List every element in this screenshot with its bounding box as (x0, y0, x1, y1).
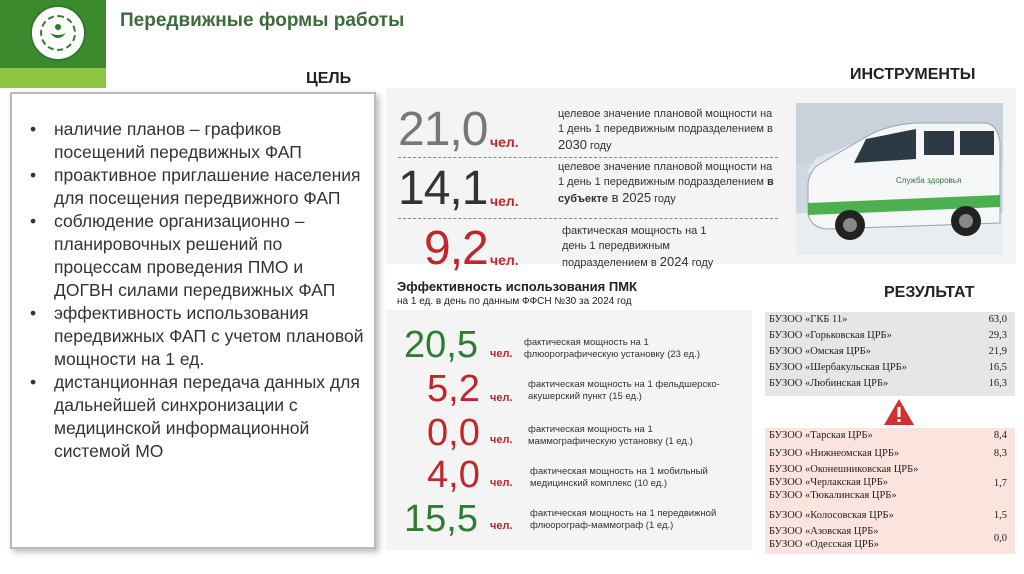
goal-item: • дистанционная передача данных для дальнейшей синхронизации с медицинской информационной системой МО (26, 371, 364, 463)
efficiency-desc: фактическая мощность на 1 флюорографическую установку (23 ед.) (524, 337, 700, 360)
table-row: БУЗОО «Горьковская ЦРБ» 29,3 (769, 330, 1007, 341)
efficiency-value: 0,0 (427, 412, 480, 454)
result-heading: РЕЗУЛЬТАТ (884, 284, 975, 301)
mobile-clinic-van-photo (796, 103, 1003, 255)
table-row: БУЗОО «Омская ЦРБ» 21,9 (769, 346, 1007, 357)
goal-panel (10, 92, 376, 549)
goal-item: • наличие планов – графиков посещений передвижных ФАП (26, 118, 364, 164)
warning-icon (882, 397, 916, 432)
goal-list (26, 118, 364, 463)
efficiency-title: Эффективность использования ПМК (397, 279, 637, 294)
efficiency-value: 4,0 (427, 454, 480, 496)
table-row: БУЗОО «Тарская ЦРБ» 8,4 (769, 430, 1007, 441)
tools-heading: ИНСТРУМЕНТЫ (850, 66, 976, 83)
goal-item: • эффективность использования передвижных ФАП с учетом плановой мощности на 1 ед. (26, 302, 364, 371)
table-row: БУЗОО «ГКБ 11» 63,0 (769, 314, 1007, 325)
efficiency-desc: фактическая мощность на 1 фельдшерско-акушерский пункт (15 ед.) (528, 379, 720, 402)
efficiency-unit: чел. (490, 477, 513, 489)
header-green-stripe (0, 68, 106, 88)
metric-unit: чел. (490, 134, 519, 150)
table-row: БУЗОО «Азовская ЦРБ» БУЗОО «Одесская ЦРБ» 0,0 (769, 526, 1007, 550)
table-row: БУЗОО «Колосовская ЦРБ» 1,5 (769, 510, 1007, 521)
metric-value-2024: 9,2 (424, 222, 488, 275)
metric-desc-2024: фактическая мощность на 1 день 1 передвижным подразделением в 2024 году (562, 225, 714, 269)
efficiency-unit: чел. (490, 348, 513, 360)
efficiency-value: 20,5 (404, 324, 478, 366)
table-row: БУЗОО «Нижнеомская ЦРБ» 8,3 (769, 448, 1007, 459)
metric-desc-2025: целевое значение плановой мощности на 1 день 1 передвижным подразделением в субъекте в 2025 году (558, 161, 774, 205)
table-row: БУЗОО «Любинская ЦРБ» 16,3 (769, 378, 1007, 389)
metric-desc-2030: целевое значение плановой мощности на 1 день 1 передвижным подразделением в 2030 году (558, 108, 773, 152)
organization-logo (30, 5, 86, 61)
table-row: БУЗОО «Оконешниковская ЦРБ» БУЗОО «Черлакская ЦРБ» БУЗОО «Тюкалинская ЦРБ» 1,7 (769, 464, 1007, 501)
page-title: Передвижные формы работы (120, 10, 405, 31)
van-label: Служба здоровья (896, 176, 962, 185)
metric-value-2030: 21,0 (398, 103, 488, 156)
efficiency-value: 15,5 (404, 498, 478, 540)
divider (398, 157, 778, 158)
efficiency-desc: фактическая мощность на 1 мобильный медицинский комплекс (10 ед.) (530, 466, 708, 489)
goal-item: • проактивное приглашение населения для посещения передвижного ФАП (26, 164, 364, 210)
efficiency-desc: фактическая мощность на 1 передвижной флюорограф-маммограф (1 ед.) (530, 508, 717, 531)
efficiency-unit: чел. (490, 520, 513, 532)
table-row: БУЗОО «Шербакульская ЦРБ» 16,5 (769, 362, 1007, 373)
efficiency-unit: чел. (490, 392, 513, 404)
metric-unit: чел. (490, 193, 519, 209)
top-results-table (765, 312, 1015, 396)
metric-unit: чел. (490, 252, 519, 268)
efficiency-subtitle: на 1 ед. в день по данным ФФСН №30 за 2024 год (397, 296, 632, 307)
divider (398, 218, 778, 219)
goal-item: • соблюдение организационно – планировочных решений по процессам проведения ПМО и ДОГВН силами передвижных ФАП (26, 210, 364, 302)
efficiency-unit: чел. (490, 434, 513, 446)
efficiency-desc: фактическая мощность на 1 маммографическую установку (1 ед.) (528, 424, 693, 447)
efficiency-value: 5,2 (427, 368, 480, 410)
metric-value-2025: 14,1 (398, 162, 488, 215)
bottom-results-table (765, 428, 1015, 554)
goal-heading: ЦЕЛЬ (306, 70, 352, 87)
